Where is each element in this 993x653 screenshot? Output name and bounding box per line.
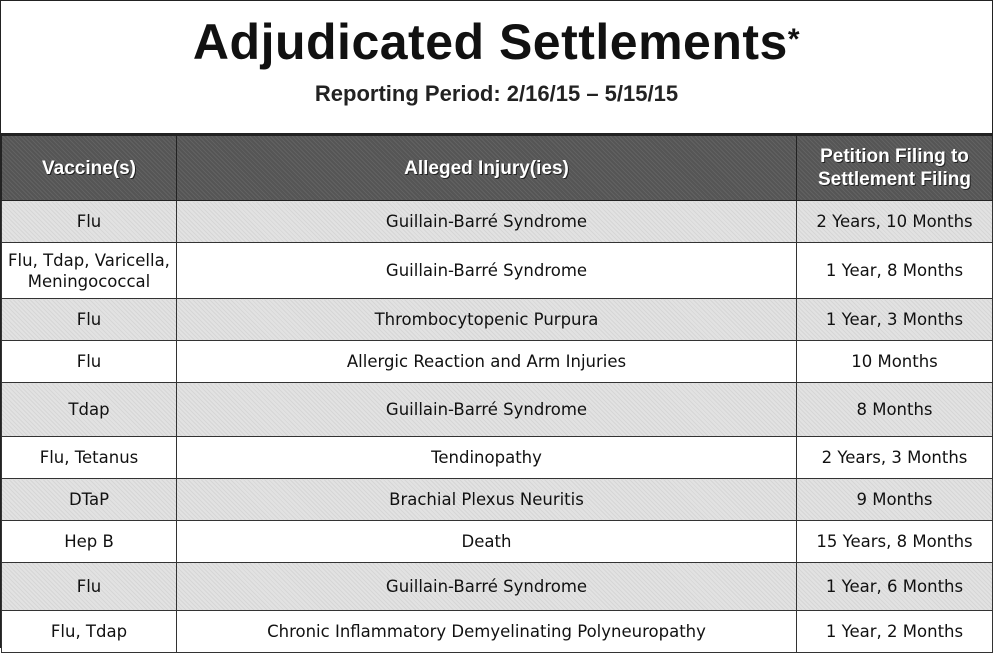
injury-cell: Guillain-Barré Syndrome [177, 563, 797, 611]
table-row [2, 479, 993, 521]
table-row [2, 201, 993, 243]
table-row [2, 611, 993, 653]
table-row [2, 341, 993, 383]
injury-cell: Tendinopathy [177, 437, 797, 479]
injury-cell: Chronic Inflammatory Demyelinating Polyneuropathy [177, 611, 797, 653]
duration-cell: 1 Year, 3 Months [797, 299, 993, 341]
vaccine-cell: Flu [2, 341, 177, 383]
duration-cell: 1 Year, 8 Months [797, 243, 993, 299]
vaccine-cell: Flu [2, 299, 177, 341]
vaccine-cell: Flu [2, 563, 177, 611]
vaccine-cell: DTaP [2, 479, 177, 521]
duration-cell: 9 Months [797, 479, 993, 521]
title-text: Adjudicated Settlements [192, 14, 788, 70]
injury-cell: Death [177, 521, 797, 563]
injury-cell: Allergic Reaction and Arm Injuries [177, 341, 797, 383]
duration-cell: 2 Years, 10 Months [797, 201, 993, 243]
injury-cell: Thrombocytopenic Purpura [177, 299, 797, 341]
duration-cell: 10 Months [797, 341, 993, 383]
table-row [2, 437, 993, 479]
duration-cell: 1 Year, 2 Months [797, 611, 993, 653]
vaccine-cell: Hep B [2, 521, 177, 563]
duration-cell: 15 Years, 8 Months [797, 521, 993, 563]
injury-cell: Guillain-Barré Syndrome [177, 243, 797, 299]
table-row [2, 563, 993, 611]
table-row [2, 383, 993, 437]
vaccine-cell: Flu [2, 201, 177, 243]
document-header [1, 1, 992, 135]
settlements-table [1, 135, 993, 653]
page-title [1, 1, 992, 70]
duration-cell: 2 Years, 3 Months [797, 437, 993, 479]
duration-cell: 8 Months [797, 383, 993, 437]
injury-cell: Guillain-Barré Syndrome [177, 383, 797, 437]
column-header-duration: Petition Filing to Settlement Filing [797, 136, 993, 201]
table-row [2, 243, 993, 299]
title-asterisk: * [787, 23, 801, 56]
table-row [2, 521, 993, 563]
vaccine-cell: Flu, Tdap, Varicella, Meningococcal [2, 243, 177, 299]
vaccine-cell: Tdap [2, 383, 177, 437]
reporting-period: Reporting Period: 2/16/15 – 5/15/15 [314, 81, 679, 106]
duration-cell: 1 Year, 6 Months [797, 563, 993, 611]
vaccine-cell: Flu, Tdap [2, 611, 177, 653]
table-body [2, 201, 993, 653]
injury-cell: Guillain-Barré Syndrome [177, 201, 797, 243]
column-header-vaccines: Vaccine(s) [2, 136, 177, 201]
column-header-injuries: Alleged Injury(ies) [177, 136, 797, 201]
injury-cell: Brachial Plexus Neuritis [177, 479, 797, 521]
table-row [2, 299, 993, 341]
table-header-row [2, 136, 993, 201]
vaccine-cell: Flu, Tetanus [2, 437, 177, 479]
